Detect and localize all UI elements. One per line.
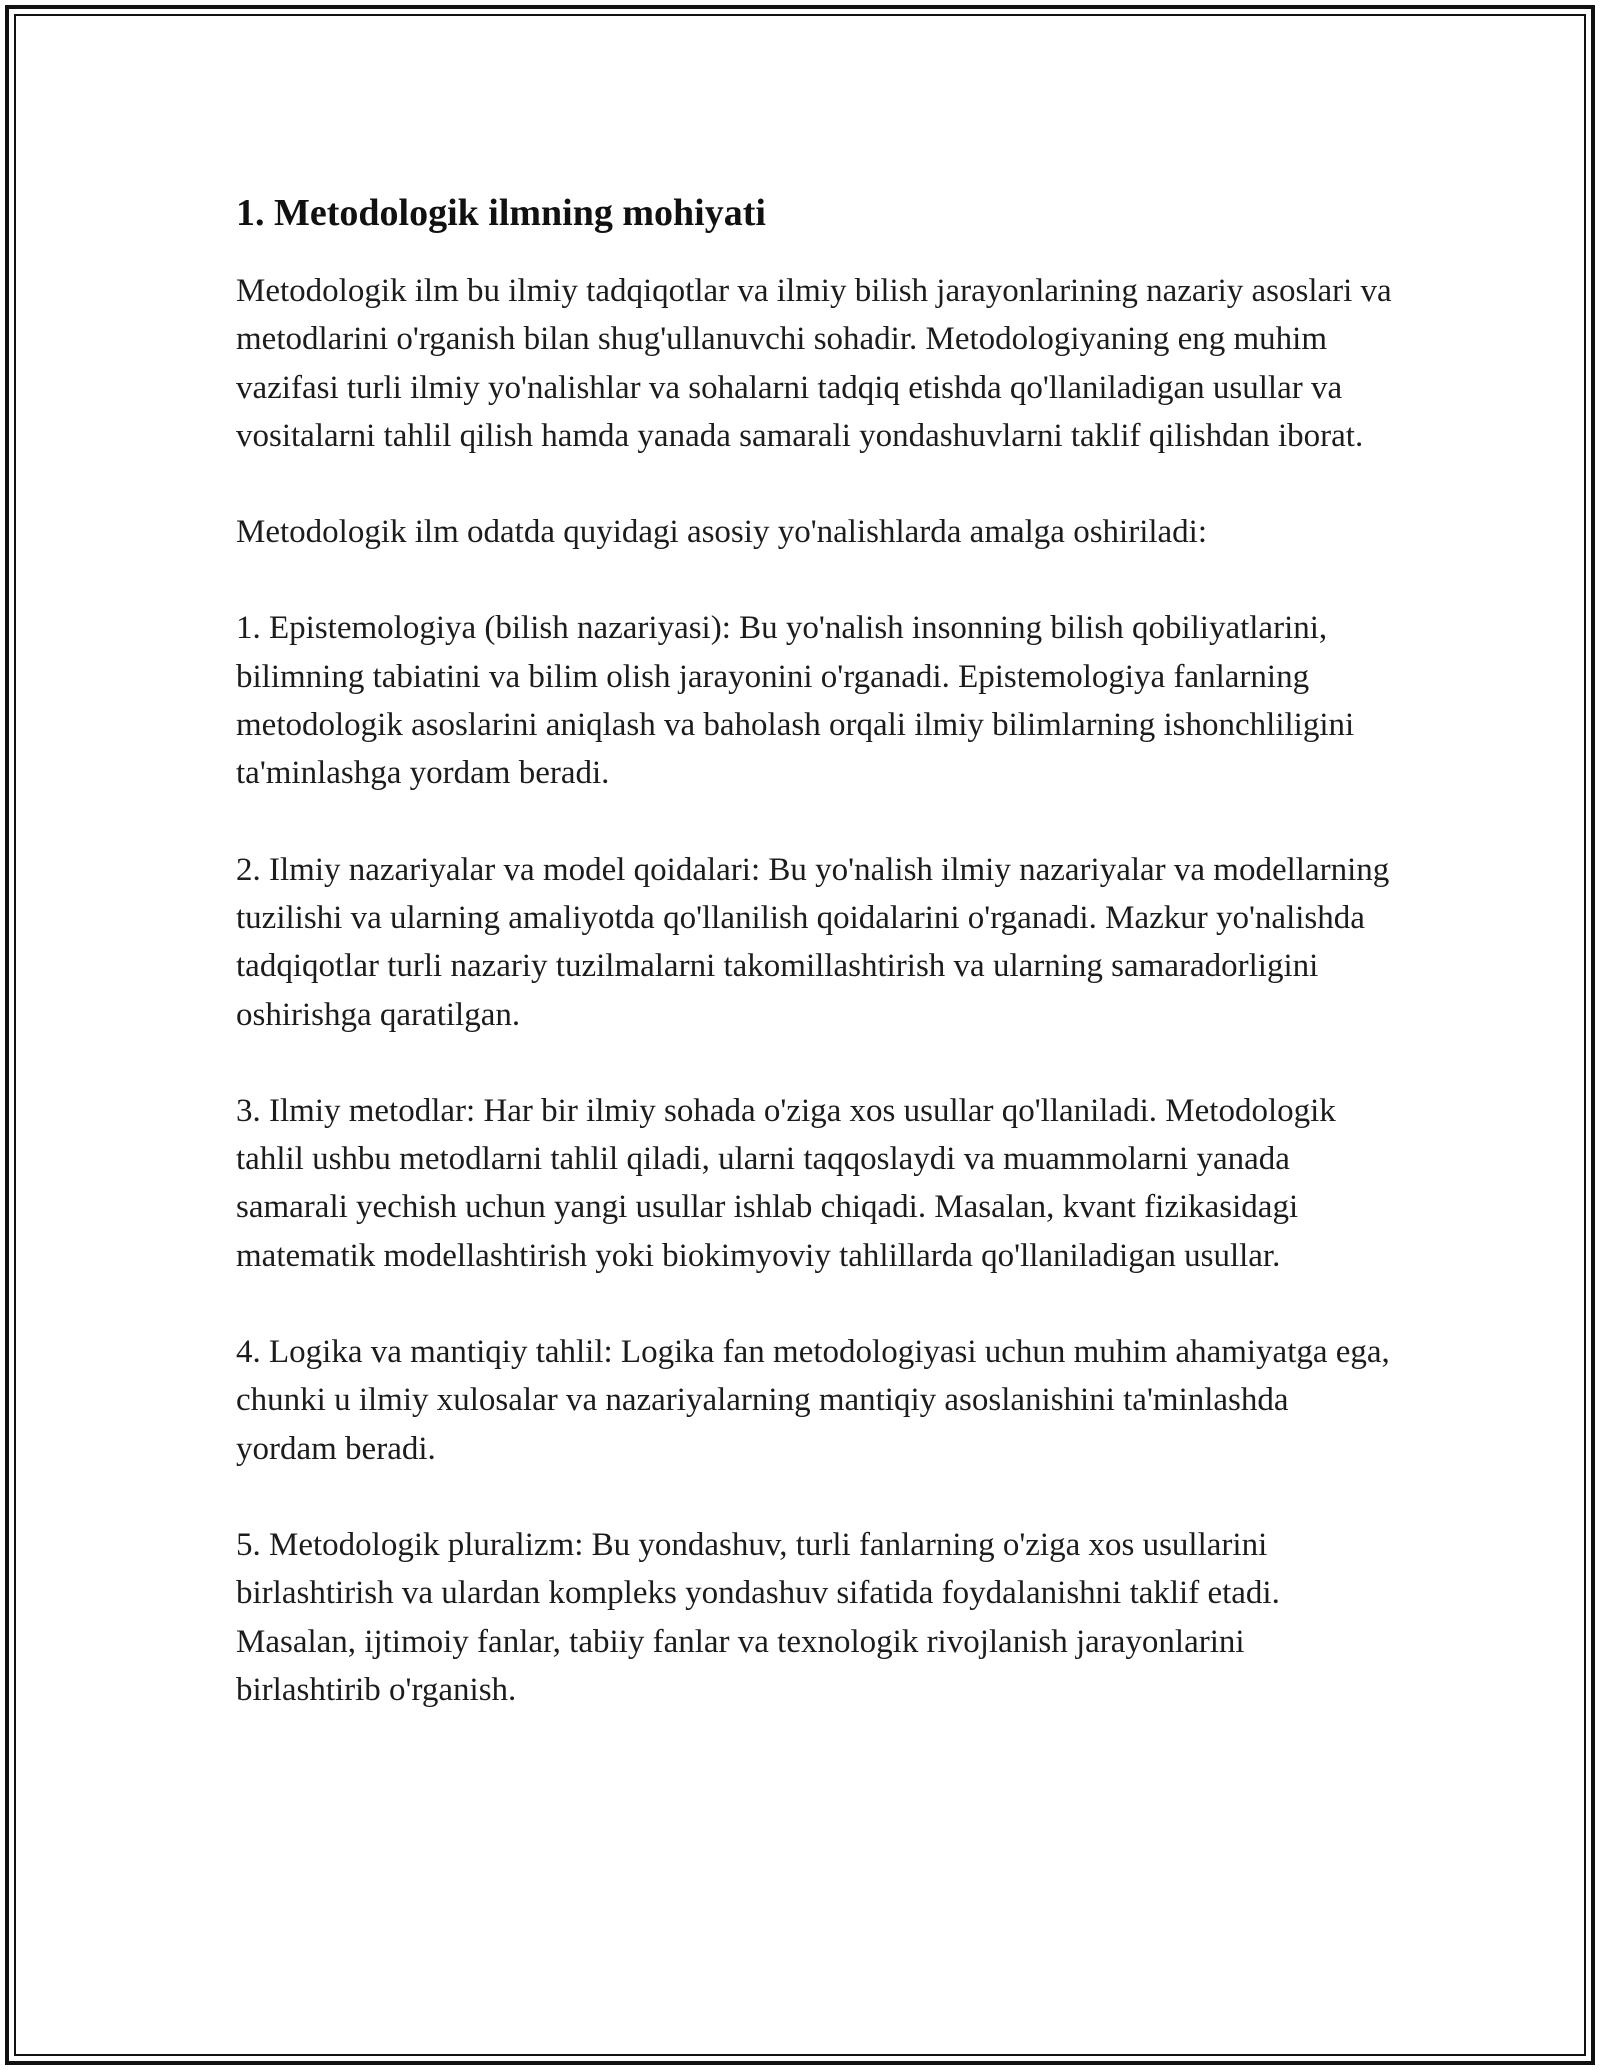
paragraph-intro: Metodologik ilm bu ilmiy tadqiqotlar va ilmiy bilish jarayonlarining nazariy asoslari va metodlarini o'rganish bilan shug'ullanuvchi sohadir. Metodologiyaning eng muhim vazifasi turli ilmiy yo'nalishlar va sohalarni tadqiq etishda qo'llaniladigan usullar va vositalarni tahlil qilish hamda yanada samarali yondashuvlarni taklif qilishdan iborat. bbox=[236, 273, 1392, 454]
paragraph-epistemology: 1. Epistemologiya (bilish nazariyasi): Bu yo'nalish insonning bilish qobiliyatlarini, bilimning tabiatini va bilim olish jarayonini o'rganadi. Epistemologiya fanlarning metodologik asoslarini aniqlash va baholash orqali ilmiy bilimlarning ishonchliligini ta'minlashga yordam beradi. bbox=[236, 610, 1355, 792]
document-body bbox=[236, 185, 1396, 1714]
paragraph-logic: 4. Logika va mantiqiy tahlil: Logika fan metodologiyasi uchun muhim ahamiyatga ega, chunki u ilmiy xulosalar va nazariyalarning mantiqiy asoslanishini ta'minlashda yordam beradi. bbox=[236, 1334, 1390, 1467]
paragraph-scientific-methods: 3. Ilmiy metodlar: Har bir ilmiy sohada o'ziga xos usullar qo'llaniladi. Metodologik tahlil ushbu metodlarni tahlil qiladi, ularni taqqoslaydi va muammolarni yanada samarali yechish uchun yangi usullar ishlab chiqadi. Masalan, kvant fizikasidagi matematik modellashtirish yoki biokimyoviy tahlillarda qo'llaniladigan usullar. bbox=[236, 1092, 1336, 1274]
paragraph-pluralism: 5. Metodologik pluralizm: Bu yondashuv, turli fanlarning o'ziga xos usullarini birlashtirish va ulardan kompleks yondashuv sifatida foydalanishni taklif etadi. Masalan, ijtimoiy fanlar, tabiiy fanlar va texnologik rivojlanish jarayonlarini birlashtirib o'rganish. bbox=[236, 1526, 1280, 1708]
paragraph-directions-lead: Metodologik ilm odatda quyidagi asosiy yo'nalishlarda amalga oshiriladi: bbox=[236, 514, 1208, 551]
paragraph-theories-models: 2. Ilmiy nazariyalar va model qoidalari: Bu yo'nalish ilmiy nazariyalar va modellarning tuzilishi va ularning amaliyotda qo'llanilish qoidalarini o'rganadi. Mazkur yo'nalishda tadqiqotlar turli nazariy tuzilmalarni takomillashtirish va ularning samaradorligini oshirishga qaratilgan. bbox=[236, 851, 1390, 1033]
section-heading: 1. Metodologik ilmning mohiyati bbox=[236, 192, 766, 234]
